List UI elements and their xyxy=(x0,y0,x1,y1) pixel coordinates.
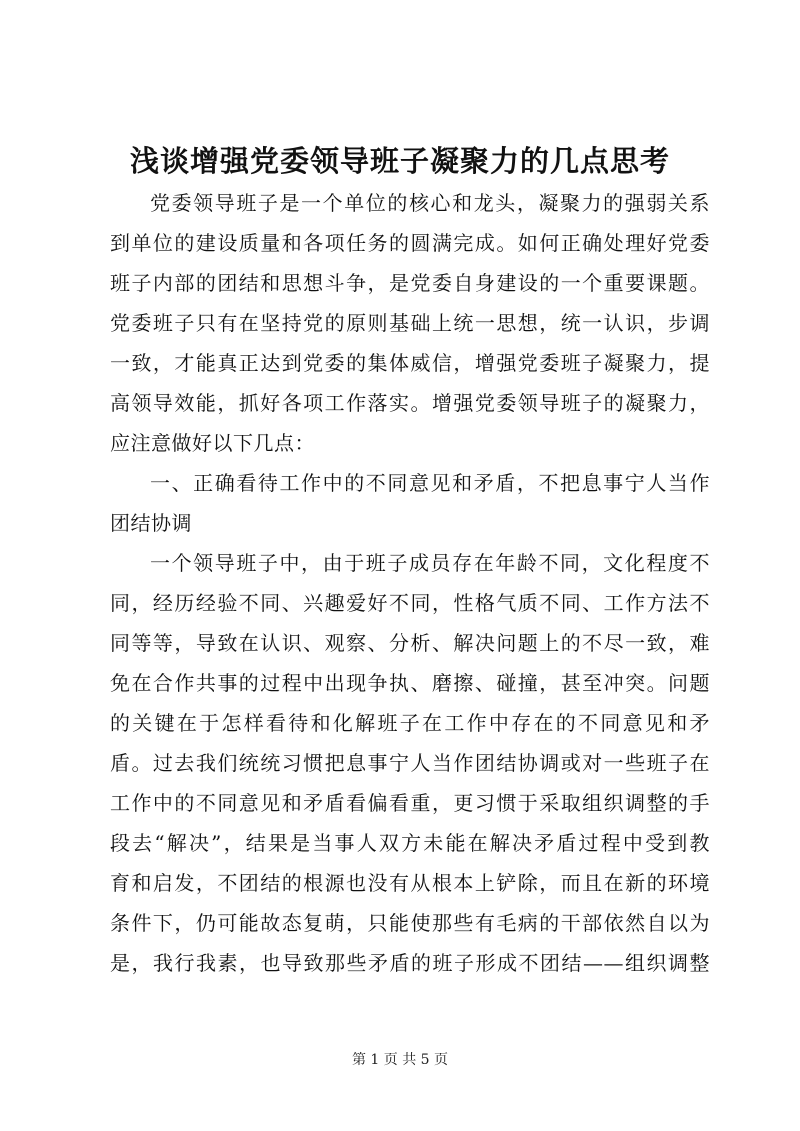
section-heading-line: 团结协调 xyxy=(110,511,192,535)
paragraph-line: 到单位的建设质量和各项任务的圆满完成。如何正确处理好党委 xyxy=(110,231,710,255)
page-footer: 第 1 页 共 5 页 xyxy=(351,1052,449,1068)
paragraph-line: 党委领导班子是一个单位的核心和龙头，凝聚力的强弱关系 xyxy=(150,191,710,215)
paragraph-line: 一个领导班子中，由于班子成员存在年龄不同，文化程度不 xyxy=(150,551,710,575)
paragraph-line: 应注意做好以下几点： xyxy=(110,431,315,455)
paragraph-line: 条件下，仍可能故态复萌，只能使那些有毛病的干部依然自以为 xyxy=(110,911,710,935)
paragraph-line: 工作中的不同意见和矛盾看偏看重，更习惯于采取组织调整的手 xyxy=(110,791,710,815)
paragraph-line: 高领导效能，抓好各项工作落实。增强党委领导班子的凝聚力， xyxy=(110,391,710,415)
paragraph-line: 党委班子只有在坚持党的原则基础上统一思想，统一认识，步调 xyxy=(110,311,710,335)
paragraph-line: 的关键在于怎样看待和化解班子在工作中存在的不同意见和矛 xyxy=(110,711,710,735)
document-body xyxy=(110,183,710,983)
paragraph-line: 同等等，导致在认识、观察、分析、解决问题上的不尽一致，难 xyxy=(110,631,710,655)
paragraph-line: 同，经历经验不同、兴趣爱好不同，性格气质不同、工作方法不 xyxy=(110,591,710,615)
paragraph-line: 育和启发，不团结的根源也没有从根本上铲除，而且在新的环境 xyxy=(110,871,710,895)
paragraph-line: 段去“解决”，结果是当事人双方未能在解决矛盾过程中受到教 xyxy=(110,831,710,855)
section-heading-line: 一、正确看待工作中的不同意见和矛盾，不把息事宁人当作 xyxy=(150,471,710,495)
paragraph-line: 一致，才能真正达到党委的集体威信，增强党委班子凝聚力，提 xyxy=(110,351,710,375)
paragraph-line: 盾。过去我们统统习惯把息事宁人当作团结协调或对一些班子在 xyxy=(110,751,710,775)
paragraph-line: 班子内部的团结和思想斗争，是党委自身建设的一个重要课题。 xyxy=(110,271,710,295)
document-title: 浅谈增强党委领导班子凝聚力的几点思考 xyxy=(129,144,670,178)
paragraph-line: 免在合作共事的过程中出现争执、磨擦、碰撞，甚至冲突。问题 xyxy=(110,671,710,695)
paragraph-line: 是，我行我素，也导致那些矛盾的班子形成不团结——组织调整 xyxy=(110,951,710,975)
